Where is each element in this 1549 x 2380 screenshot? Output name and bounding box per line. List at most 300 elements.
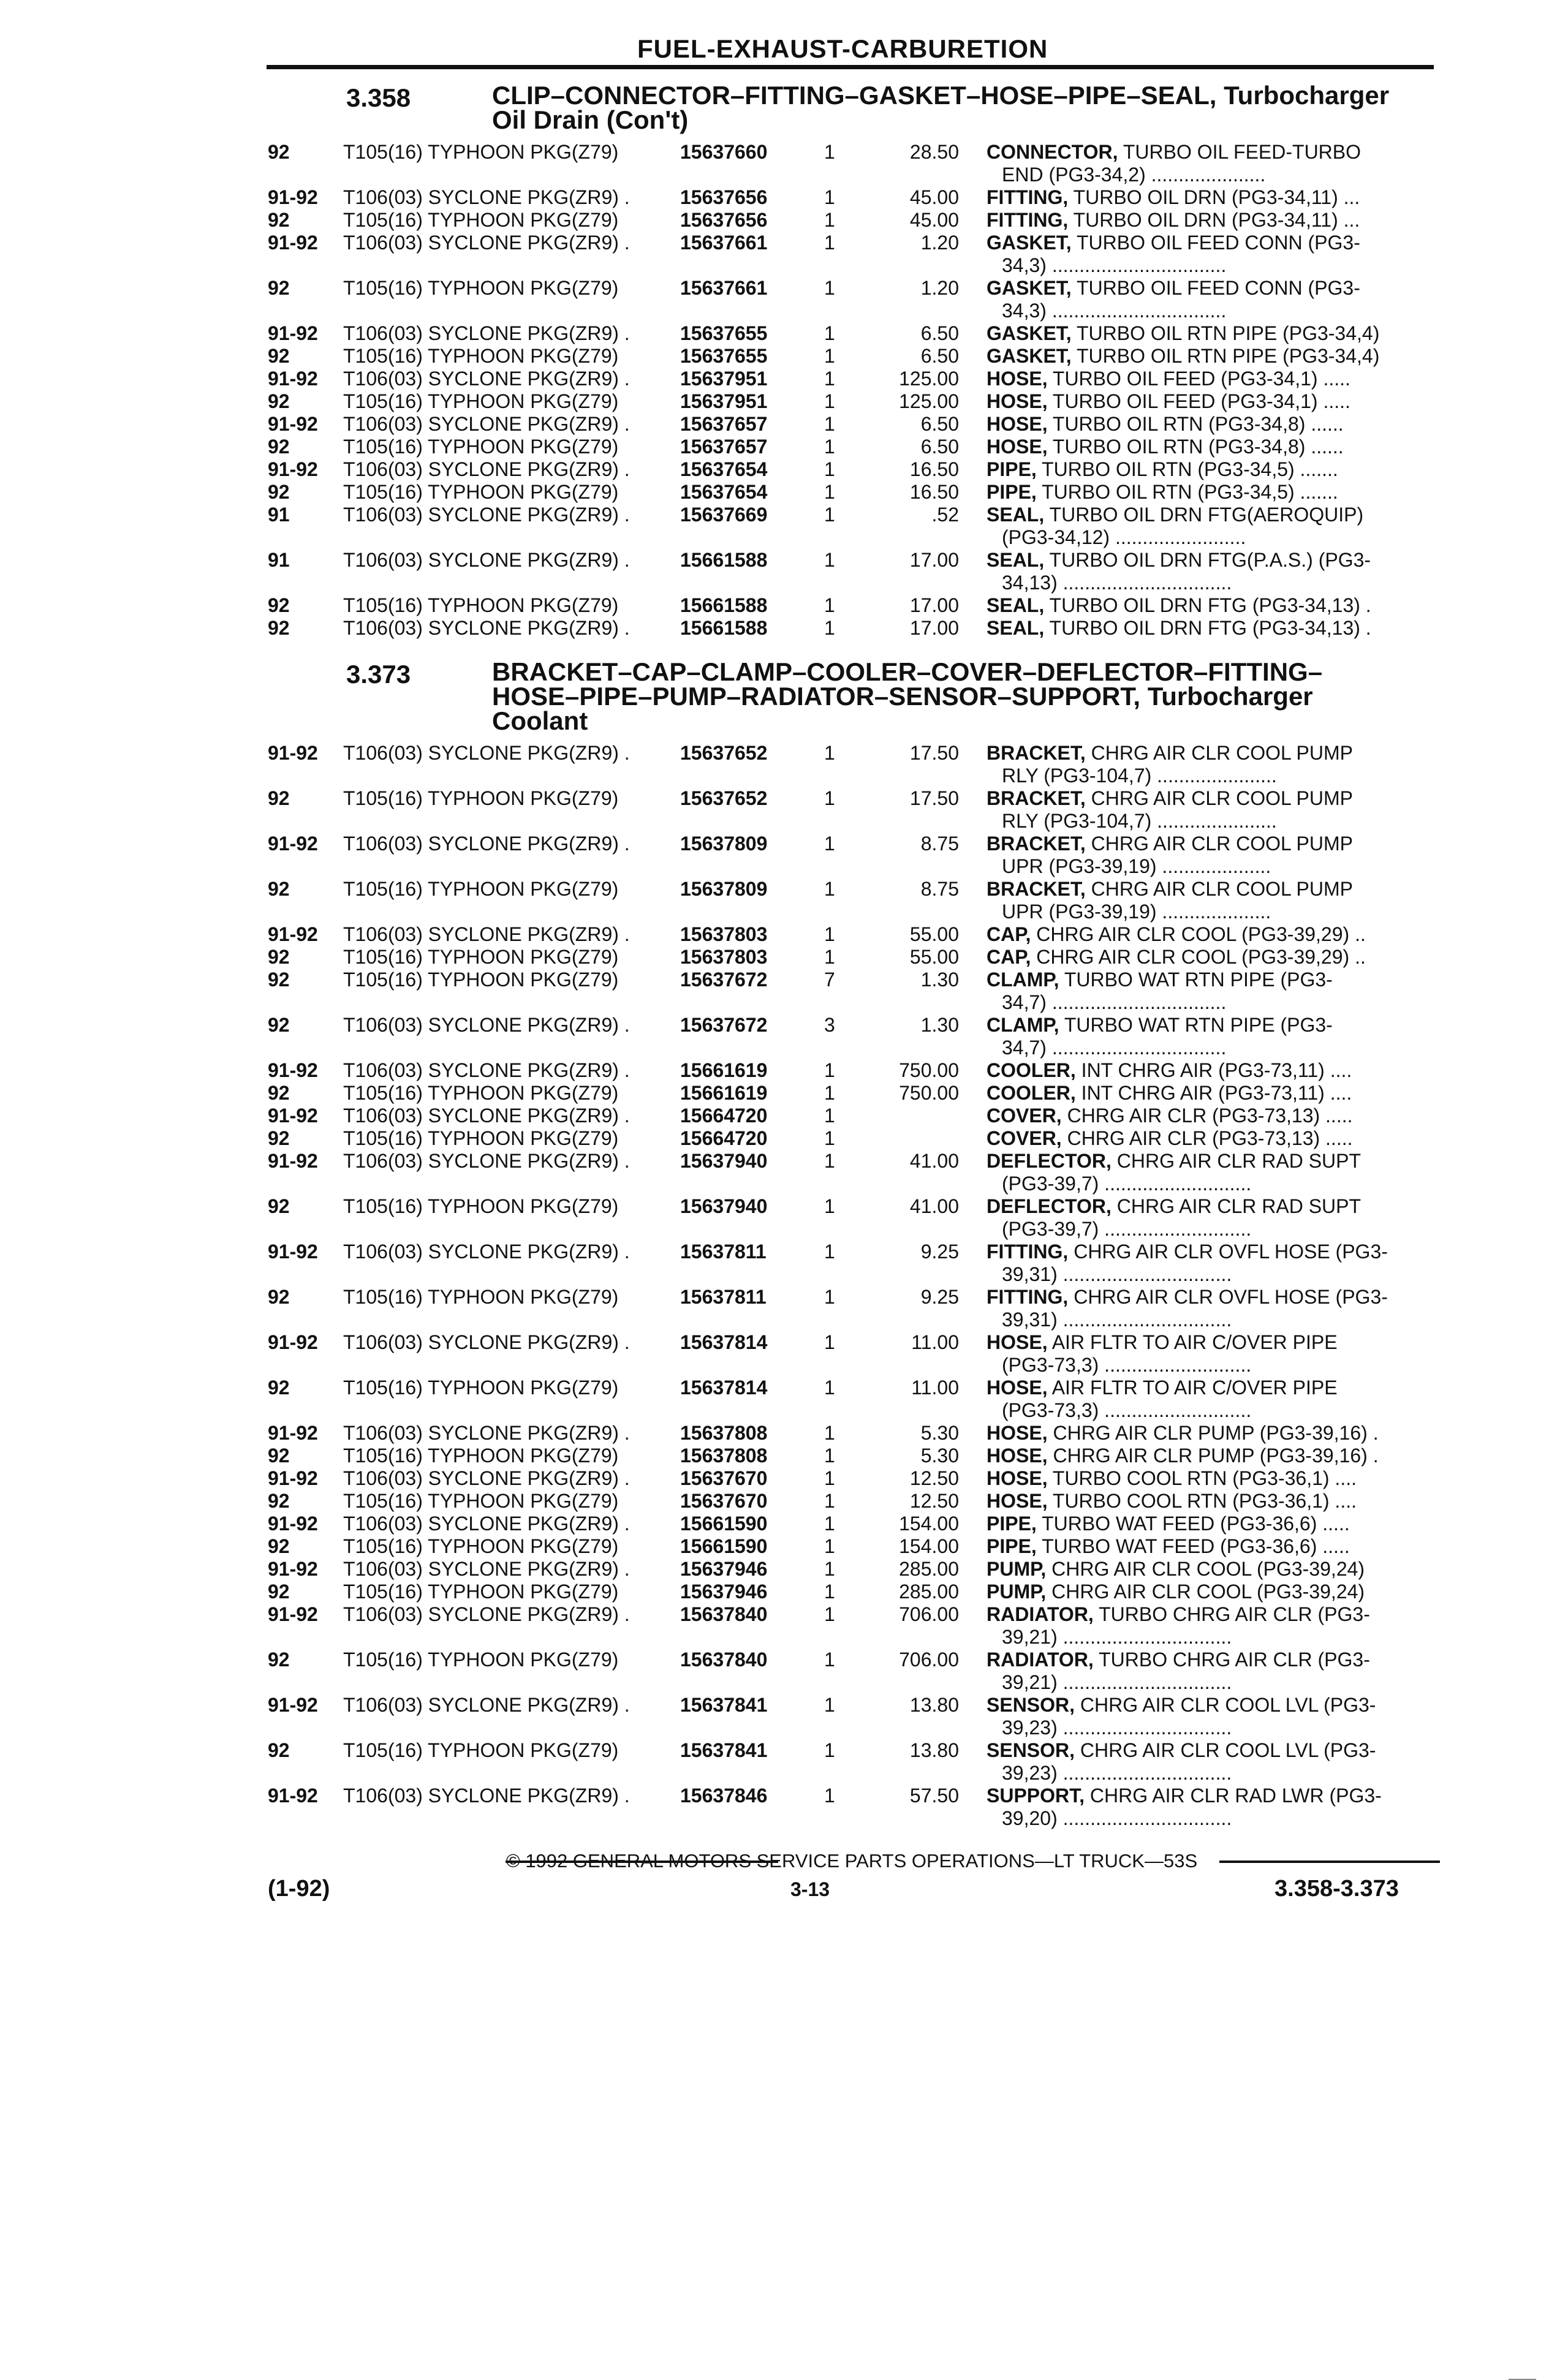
part-description xyxy=(987,1082,1440,1105)
section-title-line: Oil Drain (Con't) xyxy=(492,105,689,134)
part-name: SENSOR, xyxy=(987,1739,1075,1761)
part-number: 15637841 xyxy=(680,1694,768,1716)
model-package: T105(16) TYPHOON PKG(Z79) xyxy=(343,946,619,968)
quantity: 1 xyxy=(824,878,835,900)
price: 9.25 xyxy=(920,1286,959,1308)
model-package: T105(16) TYPHOON PKG(Z79) xyxy=(343,1739,619,1761)
description-line: SENSOR, CHRG AIR CLR COOL LVL (PG3- xyxy=(987,1739,1376,1761)
description-line: SEAL, TURBO OIL DRN FTG(AEROQUIP) xyxy=(987,504,1364,526)
price: 1.20 xyxy=(920,232,959,254)
part-description xyxy=(987,1535,1440,1558)
part-description xyxy=(987,481,1440,504)
year-range: 92 xyxy=(268,594,290,616)
year-range: 92 xyxy=(268,209,290,231)
description-line: RADIATOR, TURBO CHRG AIR CLR (PG3- xyxy=(987,1603,1370,1625)
part-number: 15637803 xyxy=(680,923,768,945)
model-package: T106(03) SYCLONE PKG(ZR9) . xyxy=(343,1513,630,1535)
quantity: 1 xyxy=(824,1558,835,1580)
model-package: T106(03) SYCLONE PKG(ZR9) . xyxy=(343,1694,630,1716)
part-name: RADIATOR, xyxy=(987,1603,1094,1625)
part-number: 15637808 xyxy=(680,1445,768,1467)
description-line: GASKET, TURBO OIL RTN PIPE (PG3-34,4) xyxy=(987,322,1380,344)
model-package: T105(16) TYPHOON PKG(Z79) xyxy=(343,1535,619,1557)
price: 8.75 xyxy=(920,878,959,900)
part-name: SUPPORT, xyxy=(987,1785,1085,1807)
price: 28.50 xyxy=(909,141,959,163)
model-package: T105(16) TYPHOON PKG(Z79) xyxy=(343,481,619,503)
year-range: 91-92 xyxy=(268,1331,318,1353)
part-number: 15661619 xyxy=(680,1059,768,1081)
part-name: PUMP, xyxy=(987,1558,1047,1580)
part-description xyxy=(987,969,1440,1014)
description-continuation: (PG3-39,7) ........................... xyxy=(1002,1218,1252,1240)
description-line: HOSE, TURBO OIL RTN (PG3-34,8) ...... xyxy=(987,436,1344,458)
part-name: HOSE, xyxy=(987,1331,1048,1353)
section-title xyxy=(492,657,1436,735)
price: 1.30 xyxy=(920,969,959,991)
quantity: 1 xyxy=(824,390,835,412)
description-line: PIPE, TURBO WAT FEED (PG3-36,6) ..... xyxy=(987,1513,1350,1535)
part-name: FITTING, xyxy=(987,209,1069,231)
year-range: 91-92 xyxy=(268,1694,318,1716)
part-description xyxy=(987,923,1440,946)
price: 55.00 xyxy=(909,946,959,968)
part-number: 15637657 xyxy=(680,413,768,435)
quantity: 1 xyxy=(824,504,835,526)
description-continuation: 39,20) ............................... xyxy=(1002,1807,1232,1829)
quantity: 1 xyxy=(824,1603,835,1625)
model-package: T105(16) TYPHOON PKG(Z79) xyxy=(343,1649,619,1671)
part-description xyxy=(987,368,1440,390)
model-package: T106(03) SYCLONE PKG(ZR9) . xyxy=(343,1241,630,1263)
description-line: SUPPORT, CHRG AIR CLR RAD LWR (PG3- xyxy=(987,1785,1382,1807)
year-range: 92 xyxy=(268,1535,290,1557)
price: 16.50 xyxy=(909,481,959,503)
price: 6.50 xyxy=(920,436,959,458)
year-range: 91 xyxy=(268,504,290,526)
part-number: 15637951 xyxy=(680,390,768,412)
part-description xyxy=(987,458,1440,481)
model-package: T105(16) TYPHOON PKG(Z79) xyxy=(343,209,619,231)
part-number: 15637654 xyxy=(680,481,768,503)
price: 17.00 xyxy=(909,617,959,639)
year-range: 92 xyxy=(268,617,290,639)
part-number: 15637672 xyxy=(680,969,768,991)
part-number: 15637940 xyxy=(680,1150,768,1172)
price: 13.80 xyxy=(909,1694,959,1716)
quantity: 1 xyxy=(824,232,835,254)
part-name: HOSE, xyxy=(987,413,1048,435)
part-name: HOSE, xyxy=(987,1467,1048,1489)
part-number: 15637803 xyxy=(680,946,768,968)
description-line: COOLER, INT CHRG AIR (PG3-73,11) .... xyxy=(987,1082,1352,1104)
description-continuation: (PG3-34,12) ........................ xyxy=(1002,526,1246,548)
part-description xyxy=(987,1558,1440,1581)
quantity: 1 xyxy=(824,322,835,344)
description-continuation: 34,13) ............................... xyxy=(1002,572,1232,594)
part-name: SEAL, xyxy=(987,617,1045,639)
price: 5.30 xyxy=(920,1422,959,1444)
part-description xyxy=(987,1241,1440,1286)
part-number: 15637814 xyxy=(680,1377,768,1399)
quantity: 1 xyxy=(824,1105,835,1127)
quantity: 1 xyxy=(824,787,835,809)
year-range: 91-92 xyxy=(268,458,318,480)
part-description xyxy=(987,1127,1440,1150)
part-name: DEFLECTOR, xyxy=(987,1150,1112,1172)
part-number: 15637657 xyxy=(680,436,768,458)
part-number: 15637840 xyxy=(680,1603,768,1625)
price: 125.00 xyxy=(899,368,959,390)
part-name: CLAMP, xyxy=(987,969,1059,991)
quantity: 1 xyxy=(824,549,835,571)
description-line: HOSE, TURBO OIL FEED (PG3-34,1) ..... xyxy=(987,390,1350,412)
model-package: T106(03) SYCLONE PKG(ZR9) . xyxy=(343,1558,630,1580)
year-range: 92 xyxy=(268,481,290,503)
part-number: 15637809 xyxy=(680,878,768,900)
model-package: T105(16) TYPHOON PKG(Z79) xyxy=(343,1377,619,1399)
model-package: T105(16) TYPHOON PKG(Z79) xyxy=(343,390,619,412)
year-range: 91-92 xyxy=(268,1513,318,1535)
price: 6.50 xyxy=(920,413,959,435)
part-description xyxy=(987,594,1440,617)
description-continuation: (PG3-39,7) ........................... xyxy=(1002,1173,1252,1195)
part-number: 15637946 xyxy=(680,1581,768,1603)
quantity: 1 xyxy=(824,277,835,299)
model-package: T105(16) TYPHOON PKG(Z79) xyxy=(343,787,619,809)
description-line: COVER, CHRG AIR CLR (PG3-73,13) ..... xyxy=(987,1105,1353,1127)
price: 1.30 xyxy=(920,1014,959,1036)
quantity: 1 xyxy=(824,617,835,639)
year-range: 92 xyxy=(268,1445,290,1467)
description-line: PUMP, CHRG AIR CLR COOL (PG3-39,24) xyxy=(987,1581,1365,1603)
price: 41.00 xyxy=(909,1150,959,1172)
section-title-line: CLIP–CONNECTOR–FITTING–GASKET–HOSE–PIPE–SEAL, Turbocharger xyxy=(492,81,1390,110)
part-number: 15661590 xyxy=(680,1513,768,1535)
year-range: 91-92 xyxy=(268,322,318,344)
part-name: FITTING, xyxy=(987,1286,1069,1308)
part-name: GASKET, xyxy=(987,345,1072,367)
price: 154.00 xyxy=(899,1535,959,1557)
part-name: PIPE, xyxy=(987,1513,1037,1535)
part-number: 15637669 xyxy=(680,504,768,526)
description-line: FITTING, TURBO OIL DRN (PG3-34,11) ... xyxy=(987,186,1360,208)
model-package: T105(16) TYPHOON PKG(Z79) xyxy=(343,1445,619,1467)
part-number: 15637670 xyxy=(680,1490,768,1512)
description-line: FITTING, CHRG AIR CLR OVFL HOSE (PG3- xyxy=(987,1241,1388,1263)
part-name: COVER, xyxy=(987,1127,1062,1149)
part-description xyxy=(987,209,1440,232)
description-line: HOSE, CHRG AIR CLR PUMP (PG3-39,16) . xyxy=(987,1445,1379,1467)
model-package: T106(03) SYCLONE PKG(ZR9) . xyxy=(343,742,630,764)
price: 45.00 xyxy=(909,209,959,231)
quantity: 1 xyxy=(824,946,835,968)
part-number: 15637656 xyxy=(680,186,768,208)
part-description xyxy=(987,787,1440,833)
year-range: 91-92 xyxy=(268,1422,318,1444)
year-range: 92 xyxy=(268,277,290,299)
price: 13.80 xyxy=(909,1739,959,1761)
model-package: T105(16) TYPHOON PKG(Z79) xyxy=(343,436,619,458)
price: 750.00 xyxy=(899,1059,959,1081)
description-line: HOSE, TURBO OIL RTN (PG3-34,8) ...... xyxy=(987,413,1344,435)
section-title xyxy=(492,83,1436,132)
price: 12.50 xyxy=(909,1490,959,1512)
price: 6.50 xyxy=(920,345,959,367)
year-range: 91-92 xyxy=(268,1785,318,1807)
part-name: BRACKET, xyxy=(987,833,1086,855)
quantity: 1 xyxy=(824,1513,835,1535)
quantity: 1 xyxy=(824,1490,835,1512)
year-range: 91-92 xyxy=(268,368,318,390)
quantity: 1 xyxy=(824,1150,835,1172)
description-continuation: 39,31) ............................... xyxy=(1002,1263,1232,1285)
year-range: 92 xyxy=(268,1195,290,1217)
section-title-line: BRACKET–CAP–CLAMP–COOLER–COVER–DEFLECTOR–FITTING– xyxy=(492,657,1323,686)
year-range: 91-92 xyxy=(268,1059,318,1081)
part-description xyxy=(987,1603,1440,1649)
price: 5.30 xyxy=(920,1445,959,1467)
model-package: T106(03) SYCLONE PKG(ZR9) . xyxy=(343,504,630,526)
description-line: HOSE, CHRG AIR CLR PUMP (PG3-39,16) . xyxy=(987,1422,1379,1444)
price: 12.50 xyxy=(909,1467,959,1489)
quantity: 3 xyxy=(824,1014,835,1036)
description-continuation: (PG3-73,3) ........................... xyxy=(1002,1354,1252,1376)
part-name: CAP, xyxy=(987,946,1031,968)
description-line: DEFLECTOR, CHRG AIR CLR RAD SUPT xyxy=(987,1195,1362,1217)
description-line: CONNECTOR, TURBO OIL FEED-TURBO xyxy=(987,141,1362,163)
model-package: T106(03) SYCLONE PKG(ZR9) . xyxy=(343,549,630,571)
price: 11.00 xyxy=(911,1331,959,1353)
quantity: 1 xyxy=(824,1286,835,1308)
section-number: 3.358 xyxy=(346,83,411,112)
description-line: CLAMP, TURBO WAT RTN PIPE (PG3- xyxy=(987,969,1333,991)
model-package: T106(03) SYCLONE PKG(ZR9) . xyxy=(343,1422,630,1444)
part-description xyxy=(987,1445,1440,1467)
quantity: 1 xyxy=(824,141,835,163)
part-name: BRACKET, xyxy=(987,742,1086,764)
part-description xyxy=(987,1581,1440,1603)
year-range: 91-92 xyxy=(268,833,318,855)
price: 17.00 xyxy=(909,549,959,571)
quantity: 7 xyxy=(824,969,835,991)
price: 9.25 xyxy=(920,1241,959,1263)
part-number: 15661588 xyxy=(680,594,768,616)
model-package: T106(03) SYCLONE PKG(ZR9) . xyxy=(343,1059,630,1081)
part-description xyxy=(987,1649,1440,1694)
description-line: CLAMP, TURBO WAT RTN PIPE (PG3- xyxy=(987,1014,1333,1036)
part-description xyxy=(987,390,1440,413)
price: 17.50 xyxy=(909,742,959,764)
description-line: BRACKET, CHRG AIR CLR COOL PUMP xyxy=(987,742,1353,764)
part-number: 15637670 xyxy=(680,1467,768,1489)
description-line: FITTING, TURBO OIL DRN (PG3-34,11) ... xyxy=(987,209,1360,231)
part-number: 15637661 xyxy=(680,277,768,299)
part-number: 15661619 xyxy=(680,1082,768,1104)
quantity: 1 xyxy=(824,1445,835,1467)
part-description xyxy=(987,186,1440,209)
description-continuation: 39,31) ............................... xyxy=(1002,1309,1232,1331)
quantity: 1 xyxy=(824,1467,835,1489)
part-description xyxy=(987,1739,1440,1785)
model-package: T106(03) SYCLONE PKG(ZR9) . xyxy=(343,1785,630,1807)
description-continuation: (PG3-73,3) ........................... xyxy=(1002,1399,1252,1421)
description-line: DEFLECTOR, CHRG AIR CLR RAD SUPT xyxy=(987,1150,1362,1172)
description-line: HOSE, AIR FLTR TO AIR C/OVER PIPE xyxy=(987,1331,1338,1353)
quantity: 1 xyxy=(824,923,835,945)
description-line: PIPE, TURBO OIL RTN (PG3-34,5) ....... xyxy=(987,481,1338,503)
footer-page-number: 3-13 xyxy=(790,1878,830,1900)
part-number: 15661588 xyxy=(680,617,768,639)
description-line: RADIATOR, TURBO CHRG AIR CLR (PG3- xyxy=(987,1649,1370,1671)
model-package: T106(03) SYCLONE PKG(ZR9) . xyxy=(343,413,630,435)
part-name: SENSOR, xyxy=(987,1694,1075,1716)
description-continuation: 39,23) ............................... xyxy=(1002,1762,1232,1784)
part-name: SEAL, xyxy=(987,504,1045,526)
description-line: SEAL, TURBO OIL DRN FTG (PG3-34,13) . xyxy=(987,617,1371,639)
model-package: T105(16) TYPHOON PKG(Z79) xyxy=(343,1581,619,1603)
page-header: FUEL-EXHAUST-CARBURETION xyxy=(637,34,1048,63)
quantity: 1 xyxy=(824,742,835,764)
price: 1.20 xyxy=(920,277,959,299)
part-description xyxy=(987,1694,1440,1739)
description-continuation: 34,3) ................................ xyxy=(1002,300,1227,322)
part-name: GASKET, xyxy=(987,277,1072,299)
part-name: DEFLECTOR, xyxy=(987,1195,1112,1217)
quantity: 1 xyxy=(824,1241,835,1263)
part-name: HOSE, xyxy=(987,368,1048,390)
part-description xyxy=(987,232,1440,277)
footer-copyright: © 1992 GENERAL MOTORS SERVICE PARTS OPERATIONS—LT TRUCK—53S xyxy=(506,1850,1198,1872)
part-description xyxy=(987,504,1440,549)
model-package: T106(03) SYCLONE PKG(ZR9) . xyxy=(343,458,630,480)
footer-section-range: 3.358-3.373 xyxy=(1274,1876,1399,1902)
part-description xyxy=(987,141,1440,186)
model-package: T105(16) TYPHOON PKG(Z79) xyxy=(343,594,619,616)
year-range: 92 xyxy=(268,1739,290,1761)
year-range: 92 xyxy=(268,878,290,900)
year-range: 92 xyxy=(268,1490,290,1512)
part-name: HOSE, xyxy=(987,1490,1048,1512)
model-package: T105(16) TYPHOON PKG(Z79) xyxy=(343,1195,619,1217)
description-line: PIPE, TURBO OIL RTN (PG3-34,5) ....... xyxy=(987,458,1338,480)
description-line: HOSE, TURBO COOL RTN (PG3-36,1) .... xyxy=(987,1490,1357,1512)
part-description xyxy=(987,277,1440,322)
part-name: PIPE, xyxy=(987,481,1037,503)
description-line: HOSE, TURBO COOL RTN (PG3-36,1) .... xyxy=(987,1467,1357,1489)
model-package: T105(16) TYPHOON PKG(Z79) xyxy=(343,277,619,299)
part-name: PIPE, xyxy=(987,458,1037,480)
quantity: 1 xyxy=(824,1581,835,1603)
part-name: FITTING, xyxy=(987,1241,1069,1263)
section-number: 3.373 xyxy=(346,660,411,689)
part-number: 15637672 xyxy=(680,1014,768,1036)
part-name: HOSE, xyxy=(987,1422,1048,1444)
model-package: T105(16) TYPHOON PKG(Z79) xyxy=(343,969,619,991)
description-line: BRACKET, CHRG AIR CLR COOL PUMP xyxy=(987,878,1353,900)
part-description xyxy=(987,1105,1440,1127)
footer-date-code: (1-92) xyxy=(268,1876,330,1902)
part-number: 15637652 xyxy=(680,742,768,764)
model-package: T106(03) SYCLONE PKG(ZR9) . xyxy=(343,322,630,344)
part-number: 15637654 xyxy=(680,458,768,480)
part-description xyxy=(987,1014,1440,1059)
quantity: 1 xyxy=(824,1377,835,1399)
part-number: 15637846 xyxy=(680,1785,768,1807)
description-line: BRACKET, CHRG AIR CLR COOL PUMP xyxy=(987,787,1353,809)
part-name: PIPE, xyxy=(987,1535,1037,1557)
quantity: 1 xyxy=(824,436,835,458)
quantity: 1 xyxy=(824,1535,835,1557)
description-continuation: 39,21) ............................... xyxy=(1002,1626,1232,1648)
description-continuation: UPR (PG3-39,19) .................... xyxy=(1002,855,1271,877)
description-continuation: 34,7) ................................ xyxy=(1002,1037,1227,1059)
quantity: 1 xyxy=(824,458,835,480)
model-package: T105(16) TYPHOON PKG(Z79) xyxy=(343,345,619,367)
year-range: 92 xyxy=(268,390,290,412)
part-description xyxy=(987,413,1440,436)
year-range: 91-92 xyxy=(268,1603,318,1625)
part-number: 15637940 xyxy=(680,1195,768,1217)
quantity: 1 xyxy=(824,1127,835,1149)
description-line: SEAL, TURBO OIL DRN FTG(P.A.S.) (PG3- xyxy=(987,549,1371,571)
part-description xyxy=(987,1286,1440,1331)
year-range: 91-92 xyxy=(268,232,318,254)
part-name: FITTING, xyxy=(987,186,1069,208)
description-line: HOSE, TURBO OIL FEED (PG3-34,1) ..... xyxy=(987,368,1350,390)
part-name: CLAMP, xyxy=(987,1014,1059,1036)
year-range: 92 xyxy=(268,436,290,458)
part-description xyxy=(987,1785,1440,1830)
model-package: T105(16) TYPHOON PKG(Z79) xyxy=(343,141,619,163)
part-description xyxy=(987,1059,1440,1082)
part-number: 15637809 xyxy=(680,833,768,855)
price: 45.00 xyxy=(909,186,959,208)
part-number: 15664720 xyxy=(680,1127,768,1149)
price: 55.00 xyxy=(909,923,959,945)
part-number: 15637655 xyxy=(680,345,768,367)
part-number: 15637811 xyxy=(680,1241,767,1263)
year-range: 91-92 xyxy=(268,186,318,208)
price: .52 xyxy=(931,504,959,526)
part-number: 15637808 xyxy=(680,1422,768,1444)
part-name: COVER, xyxy=(987,1105,1062,1127)
model-package: T106(03) SYCLONE PKG(ZR9) . xyxy=(343,1467,630,1489)
quantity: 1 xyxy=(824,1331,835,1353)
description-line: SENSOR, CHRG AIR CLR COOL LVL (PG3- xyxy=(987,1694,1376,1716)
description-line: COOLER, INT CHRG AIR (PG3-73,11) .... xyxy=(987,1059,1352,1081)
part-number: 15637946 xyxy=(680,1558,768,1580)
part-description xyxy=(987,1422,1440,1445)
description-continuation: 34,7) ................................ xyxy=(1002,991,1227,1013)
part-description xyxy=(987,1377,1440,1422)
price: 41.00 xyxy=(909,1195,959,1217)
part-description xyxy=(987,1513,1440,1535)
quantity: 1 xyxy=(824,1422,835,1444)
model-package: T106(03) SYCLONE PKG(ZR9) . xyxy=(343,1105,630,1127)
part-description xyxy=(987,1467,1440,1490)
part-name: COOLER, xyxy=(987,1059,1076,1081)
model-package: T106(03) SYCLONE PKG(ZR9) . xyxy=(343,1014,630,1036)
price: 285.00 xyxy=(899,1558,959,1580)
part-name: GASKET, xyxy=(987,322,1072,344)
part-number: 15637951 xyxy=(680,368,768,390)
model-package: T106(03) SYCLONE PKG(ZR9) . xyxy=(343,1331,630,1353)
year-range: 91-92 xyxy=(268,1105,318,1127)
part-description xyxy=(987,345,1440,368)
description-continuation: 39,21) ............................... xyxy=(1002,1671,1232,1693)
header-rule xyxy=(267,65,1434,69)
